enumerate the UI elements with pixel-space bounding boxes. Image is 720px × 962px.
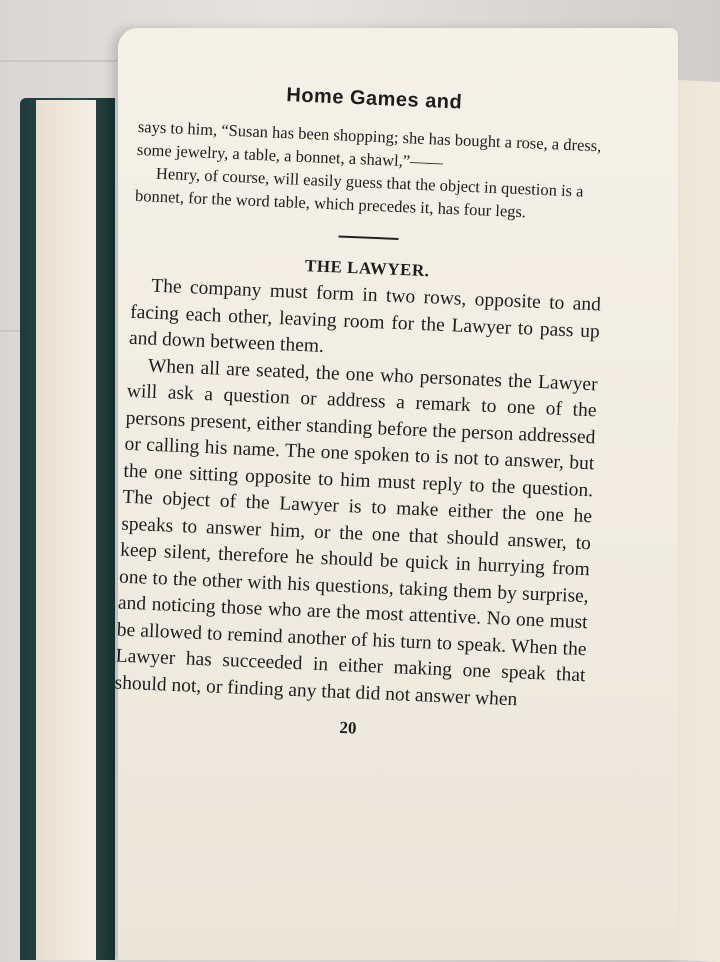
- intro-paragraph: Henry, of course, will easily guess that the object in question is a bonnet, for the word table, which precedes it, has four legs.: [134, 163, 584, 222]
- page-edges: [36, 100, 96, 960]
- page-content: [113, 78, 610, 748]
- section-title: THE LAWYER.: [304, 256, 430, 281]
- running-head: Home Games and: [285, 84, 463, 114]
- body-paragraph: The company must form in two rows, opposite to and facing each other, leaving room for the Lawyer to pass up and down between them.: [128, 275, 602, 357]
- table-plank-line: [0, 60, 130, 62]
- body-text: [114, 273, 601, 716]
- body-paragraph: When all are seated, the one who personates the Lawyer will ask a question or address a remark to one of the persons present, either standing before the person addressed or calling his name. The one spoken to is not to answer, but the one sitting opposite to him must reply to the question. The object of the Lawyer is to make either the one he speaks to answer him, or the one that should answer, to keep silent, therefore he should be quick in hurrying from one to the other with his questions, taking them by surprise, and noticing those who are the most attentive. No one must be allowed to remind another of his turn to speak. When the Lawyer has succeeded in either making one speak that should not, or finding any that did not answer when: [114, 355, 599, 710]
- section-divider: [338, 235, 398, 240]
- page-number: 20: [339, 717, 357, 738]
- intro-paragraph: says to him, “Susan has been shopping; she has bought a rose, a dress, some jewelry, a table, a bonnet, a shawl,”——: [136, 116, 602, 172]
- intro-text: [135, 115, 608, 227]
